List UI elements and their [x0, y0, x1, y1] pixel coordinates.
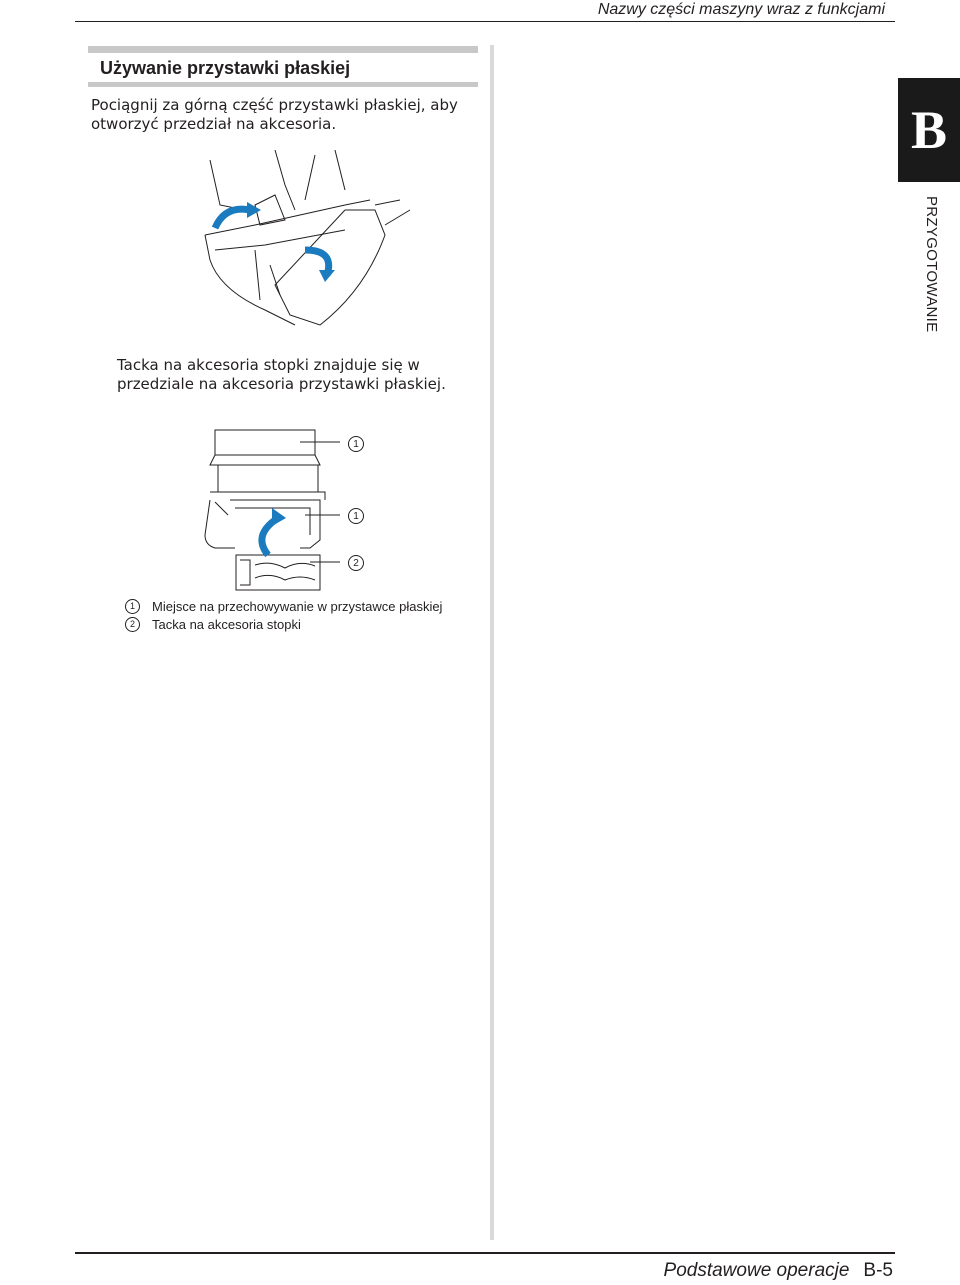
- legend-item: [125, 615, 301, 633]
- column-divider: [490, 45, 494, 1240]
- description-paragraph: Tacka na akcesoria stopki znajduje się w przedziale na akcesoria przystawki płaskiej.: [117, 356, 446, 393]
- chapter-tab: B: [898, 78, 960, 182]
- callout-tray: 2: [348, 555, 364, 571]
- page-number: B-5: [863, 1260, 893, 1281]
- header-rule: [75, 21, 895, 22]
- callout-storage-2: 1: [348, 508, 364, 524]
- footer-section: Podstawowe operacje: [663, 1260, 850, 1281]
- legend-item: [125, 597, 442, 615]
- legend-number: 1: [125, 599, 140, 614]
- legend-text: Tacka na akcesoria stopki: [152, 616, 301, 632]
- chapter-label: PRZYGOTOWANIE: [923, 196, 940, 333]
- page-footer: [664, 1260, 893, 1282]
- legend-text: Miejsce na przechowywanie w przystawce płaskiej: [152, 598, 443, 614]
- running-header: Nazwy części maszyny wraz z funkcjami: [597, 1, 885, 18]
- footer-rule: [75, 1252, 895, 1254]
- flat-bed-attachment-illustration: [195, 150, 415, 330]
- section-heading: Używanie przystawki płaskiej: [100, 58, 351, 78]
- heading-bar-top: [88, 46, 478, 53]
- arrow-up-icon: [215, 209, 250, 228]
- heading-bar-bottom: [88, 82, 478, 87]
- accessory-compartment-illustration: [200, 420, 340, 595]
- legend-number: 2: [125, 617, 140, 632]
- callout-storage-1: 1: [348, 436, 364, 452]
- section-heading-box: [88, 46, 478, 87]
- instruction-paragraph: Pociągnij za górną część przystawki płaskiej, aby otworzyć przedział na akcesoria.: [91, 96, 458, 133]
